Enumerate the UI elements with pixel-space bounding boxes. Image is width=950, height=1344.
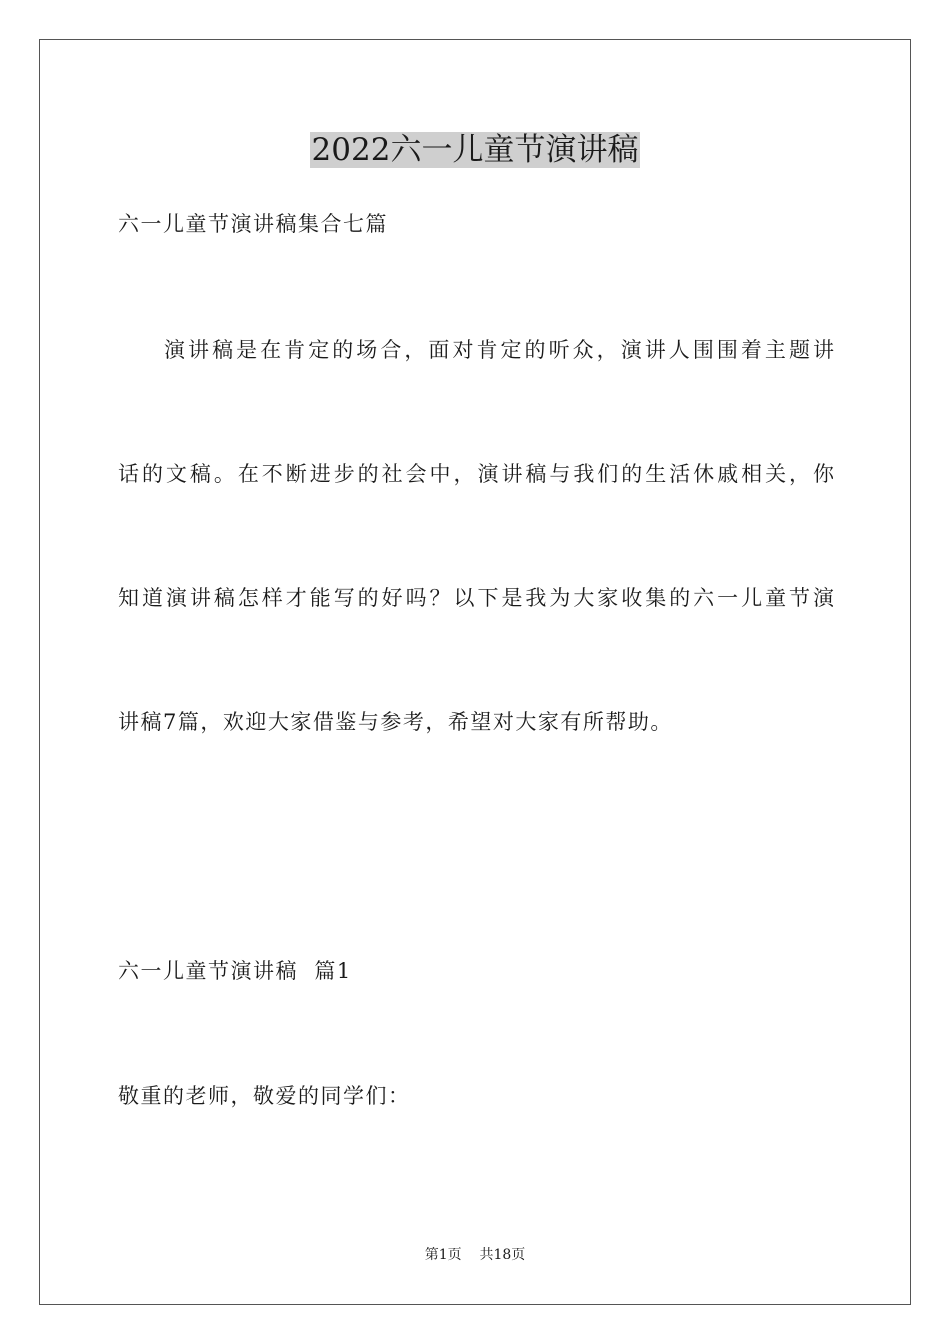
page-footer: 第1页 共18页: [424, 1247, 526, 1263]
intro-line-4: 讲稿7篇，欢迎大家借鉴与参考，希望对大家有所帮助。: [118, 710, 673, 734]
salutation: 敬重的老师，敬爱的同学们：: [118, 1084, 411, 1108]
section-heading: 六一儿童节演讲稿 篇1: [118, 959, 352, 983]
document-title-text: 2022六一儿童节演讲稿: [311, 132, 639, 168]
document-subtitle: 六一儿童节演讲稿集合七篇: [118, 212, 388, 236]
intro-line-3: 知道演讲稿怎样才能写的好吗？以下是我为大家收集的六一儿童节演: [118, 586, 834, 610]
intro-line-1: 演讲稿是在肯定的场合，面对肯定的听众，演讲人围围着主题讲: [164, 338, 834, 362]
document-title: [0, 128, 950, 172]
intro-line-2: 话的文稿。在不断进步的社会中，演讲稿与我们的生活休戚相关，你: [118, 462, 834, 486]
